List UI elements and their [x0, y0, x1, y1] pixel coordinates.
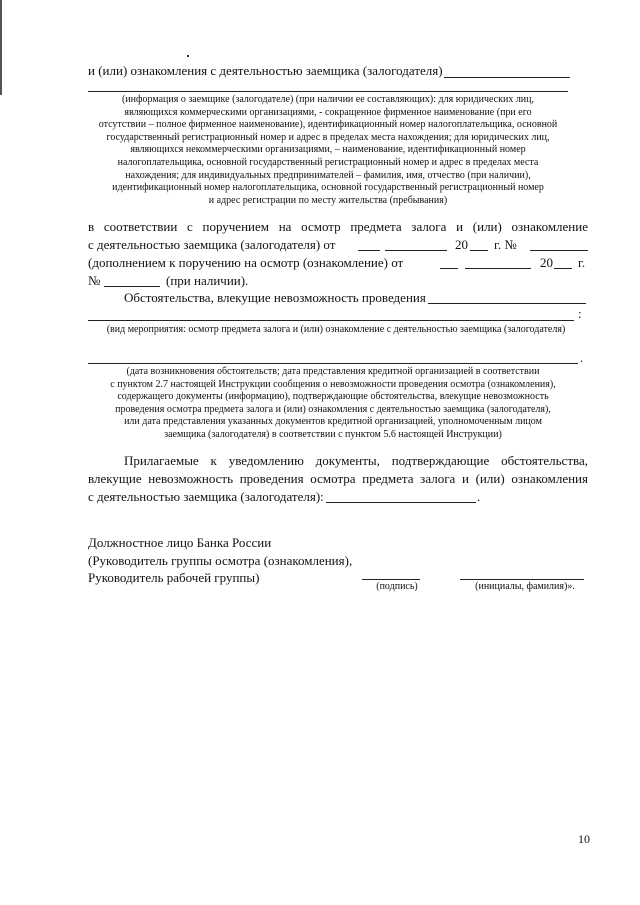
date-year-blank: [470, 250, 488, 251]
name-blank: [460, 579, 584, 580]
date-circumstances-note: (дата возникновения обстоятельств; дата представления кредитной организацией в соответствии с пунктом 2.7 настоящей Инструкции сообщения о невозможности проведения осмотра (ознакомления), содержащего документы (информацию), подтверждающие обстоятельства, влекущие невозможность проведения осмотра предмета залога и (или) ознакомления с деятельностью заемщика (залогодателя), или дата представления указанных документов кредитной организацией, уполномоченным лицом заемщика (залогодателя) в соответствии с пунктом 5.6 настоящей Инструкции): [110, 366, 556, 440]
para-order-line1: в соответствии с поручением на осмотр предмета залога и (или) ознакомление: [88, 219, 588, 234]
addendum-year-blank: [554, 268, 572, 269]
addendum-year-suffix: г.: [578, 255, 586, 270]
addendum-year-prefix: 20: [540, 255, 553, 270]
borrower-blank-2: [88, 91, 568, 92]
scan-margin-mark: [0, 0, 2, 95]
date-year-prefix: 20: [455, 237, 468, 252]
para-order-line2: с деятельностью заемщика (залогодателя) от: [88, 237, 336, 252]
circumstances-blank-1: [428, 303, 586, 304]
signature-blank: [362, 579, 420, 580]
addendum-month-blank: [465, 268, 531, 269]
order-number-blank: [530, 250, 588, 251]
addendum-number-note: (при наличии).: [166, 273, 249, 288]
intro-line: и (или) ознакомления с деятельностью заемщика (залогодателя): [88, 63, 443, 78]
attachments-period: .: [477, 489, 481, 504]
attachments-line2: влекущие невозможность проведения осмотра предмета залога и (или) ознакомления: [88, 471, 588, 486]
date-circumstances-period: .: [580, 350, 584, 365]
signature-label: (подпись): [376, 581, 418, 592]
circumstances-colon: :: [578, 306, 582, 321]
circumstances-label: Обстоятельства, влекущие невозможность проведения: [124, 290, 426, 305]
borrower-blank-1: [444, 77, 570, 78]
official-line2: (Руководитель группы осмотра (ознакомления),: [88, 553, 353, 568]
addendum-number-label: №: [88, 273, 101, 288]
addendum-day-blank: [440, 268, 458, 269]
scan-dot: [187, 55, 189, 57]
official-line3: Руководитель рабочей группы): [88, 570, 260, 585]
borrower-info-note: (информация о заемщике (залогодателе) (при наличии ее составляющих): для юридических лиц, являющихся коммерческими организациями, - сокращенное фирменное наименование (при его отсутствии – полное фирменное наименование), идентификационный номер налогоплательщика, основной государственный регистрационный номер и адрес в пределах места нахождения; для юридических лиц, являющихся некоммерческими организациями, – наименование, идентификационный номер налогоплательщика, основной государственный регистрационный номер и адрес в пределах места нахождения; для индивидуальных предпринимателей – фамилия, имя, отчество (при наличии), идентификационный номер налогоплательщика, основной государственный регистрационный номер и адрес регистрации по месту жительства (пребывания): [98, 94, 558, 206]
attachments-line1: Прилагаемые к уведомлению документы, подтверждающие обстоятельства,: [124, 453, 588, 468]
event-type-note: (вид мероприятия: осмотр предмета залога и (или) ознакомление с деятельностью заемщика (залогодателя): [106, 324, 566, 335]
name-label: (инициалы, фамилия)».: [475, 581, 575, 592]
official-line1: Должностное лицо Банка России: [88, 535, 272, 550]
circumstances-blank-2: [88, 320, 574, 321]
date-circumstances-blank: [88, 363, 578, 364]
addendum-number-blank: [104, 286, 160, 287]
para-order-line3: (дополнением к поручению на осмотр (ознакомление) от: [88, 255, 404, 270]
date-day-blank: [358, 250, 380, 251]
attachments-line3: с деятельностью заемщика (залогодателя):: [88, 489, 324, 504]
page-number: 10: [578, 832, 590, 846]
order-number-label: г. №: [494, 237, 517, 252]
date-month-blank: [385, 250, 447, 251]
attachments-blank: [326, 502, 476, 503]
